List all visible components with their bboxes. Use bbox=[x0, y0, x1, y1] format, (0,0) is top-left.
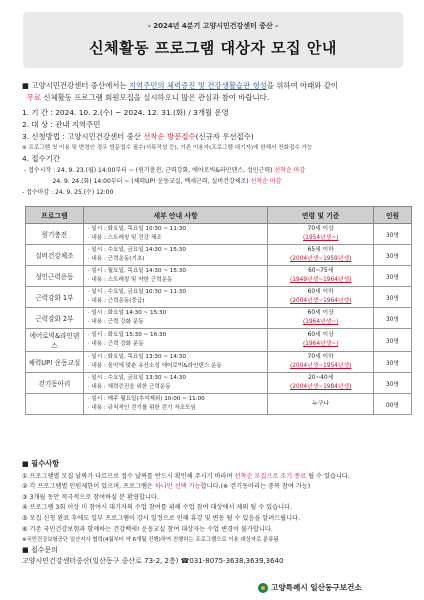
detail-content: · 내용 : 스트레칭 및 약한 근력운동 bbox=[87, 277, 173, 283]
note-1-end: 될 수 있습니다. bbox=[306, 472, 350, 480]
age-cell bbox=[268, 245, 374, 266]
program-cell: 에어로빅&라인댄스 bbox=[26, 329, 84, 352]
table-row bbox=[26, 287, 412, 308]
capacity-cell: 30명 bbox=[374, 266, 412, 287]
age-limit: 60~75세 bbox=[308, 268, 334, 274]
age-limit: 60세 이상 bbox=[307, 310, 334, 316]
table-row bbox=[26, 329, 412, 352]
detail-schedule: · 일시 : 매주 월요일(추석제외) 10:00 ~ 11:00 bbox=[87, 396, 205, 402]
age-limit: 60세 이하 bbox=[307, 289, 334, 295]
notes-heading: ■ 필수사항 bbox=[22, 459, 60, 468]
birth-year-range: (1949년생~1964년생) bbox=[290, 277, 352, 283]
program-cell: 근력강화 1부 bbox=[26, 287, 84, 308]
contact-section bbox=[22, 545, 283, 567]
birth-year-range: (1964년생~) bbox=[303, 319, 339, 325]
age-cell bbox=[268, 394, 374, 415]
age-cell bbox=[268, 329, 374, 352]
birth-year-range: (1954년생~) bbox=[303, 235, 339, 241]
age-limit: 20~40세 bbox=[308, 375, 334, 381]
intro-text-end: 을 위하여 아래와 같이 bbox=[266, 81, 339, 90]
reception-heading: 4. 접수기간 bbox=[22, 154, 60, 163]
info-section bbox=[22, 107, 412, 198]
reg-line-2 bbox=[22, 176, 412, 187]
detail-cell bbox=[83, 308, 267, 329]
header-age: 연령 및 기준 bbox=[268, 207, 374, 224]
detail-cell bbox=[83, 352, 267, 373]
capacity-cell: 30명 bbox=[374, 287, 412, 308]
header-program: 프로그램 bbox=[26, 207, 84, 224]
reg-line-1-deadline: 선착순 마감 bbox=[272, 167, 306, 174]
method bbox=[22, 131, 412, 143]
detail-content: · 내용 : 근력 강화 운동 bbox=[87, 319, 144, 325]
capacity-cell: 30명 bbox=[374, 224, 412, 245]
method-end: (신규자 우선접수) bbox=[195, 132, 254, 141]
age-limit: 60세 이상 bbox=[307, 332, 334, 338]
detail-schedule: · 일시 : 화요일 15:30 ~ 16:30 bbox=[87, 332, 167, 338]
contact-info: 고양시민건강센터중산(일산동구 중산로 73-2, 2층) ☎031-8075-3638,3639,3640 bbox=[22, 557, 284, 565]
note-3: ③ 3개월 동안 적극적으로 참여하실 분 환영합니다. bbox=[22, 493, 159, 501]
detail-content: · 내용 : 근력 강화 운동 bbox=[87, 341, 144, 347]
detail-schedule: · 일시 : 수요일, 금요일 13:30 ~ 14:30 bbox=[87, 375, 186, 381]
table-row bbox=[26, 352, 412, 373]
period: 1. 기 간 : 2024. 10. 2.(수) ~ 2024. 12. 31.(화) / 3개월 운영 bbox=[22, 108, 229, 117]
program-cell: 걷기동아리 bbox=[26, 373, 84, 394]
age-limit: 누구나 bbox=[312, 400, 330, 407]
note-5: ⑤ 모집 신청 완료 후에도 일부 프로그램이 강사 일정으로 인해 휴강 및 변동 될 수 있음을 알려드립니다. bbox=[22, 514, 301, 522]
detail-cell bbox=[83, 329, 267, 352]
method-label: 3. 신청방법 : 고양시민건강센터 중산 bbox=[22, 132, 144, 141]
page-title: 신체활동 프로그램 대상자 모집 안내 bbox=[89, 39, 337, 57]
birth-year-range: (2004년생~1959년생) bbox=[290, 256, 352, 262]
age-cell bbox=[268, 352, 374, 373]
capacity-cell: 30명 bbox=[374, 373, 412, 394]
detail-content: · 내용 : 근력운동(중급) bbox=[87, 298, 145, 304]
age-cell bbox=[268, 266, 374, 287]
intro-highlight: 지역주민의 체력증진 및 건강생활습관 형성 bbox=[128, 81, 267, 90]
detail-cell bbox=[83, 266, 267, 287]
reg-end: - 접수마감 : 24. 9. 25.(수) 12:00 bbox=[22, 189, 114, 196]
note-2-text: ② 각 프로그램별 인원제한이 있으며, 프로그램은 bbox=[22, 483, 155, 491]
detail-cell bbox=[83, 373, 267, 394]
detail-cell bbox=[83, 287, 267, 308]
age-cell bbox=[268, 287, 374, 308]
detail-schedule: · 일시 : 화요일 14:30 ~ 15:30 bbox=[87, 310, 167, 316]
reg-line-2-deadline: 선착순 마감 bbox=[248, 178, 282, 185]
intro-text: ■ 고양시민건강센터 중산에서는 bbox=[22, 81, 129, 90]
age-limit: 70세 이하 bbox=[307, 354, 334, 360]
detail-content: · 내용 : 스트레칭 및 건강 체조 bbox=[87, 235, 162, 241]
table-row bbox=[26, 245, 412, 266]
method-note: ※ 프로그램 첫 이용 및 변경인 경우 방문접수 필수(서류작성 등), 기존 이용자(프로그램 대기자)에 한해서 전화접수 가능 bbox=[22, 145, 313, 151]
reg-line-1-text: 24. 9. 23.(월) 14:00부터 ~ (원기충전, 근력강화, 에어로빅&라인댄스, 성인근력) bbox=[57, 167, 273, 174]
organization-name: 고양특례시 일산동구보건소 bbox=[271, 583, 362, 592]
program-cell: 근력강화 2부 bbox=[26, 308, 84, 329]
capacity-cell: 30명 bbox=[374, 329, 412, 352]
detail-content: · 내용 : 음악에 맞춘 유산소성 에어로빅&라인댄스 운동 bbox=[87, 363, 222, 369]
age-limit: 70세 이상 bbox=[307, 226, 334, 232]
note-2-highlight: 하나만 선택 가능 bbox=[154, 483, 201, 491]
table-row bbox=[26, 308, 412, 329]
note-6: ⑥ 기존 국민건강보험과 함께하는 건강백세! 운동교실 참여 대상자는 수업 변경이 불가합니다. bbox=[22, 525, 273, 533]
method-highlight: 선착순 방문접수 bbox=[143, 132, 196, 141]
free-label: 무료 bbox=[26, 93, 41, 102]
capacity-cell: 30명 bbox=[374, 352, 412, 373]
organization bbox=[258, 582, 362, 593]
program-cell: 실버건강체조 bbox=[26, 245, 84, 266]
contact-heading: ■ 접수문의 bbox=[22, 546, 58, 554]
banner-subtitle: - 2024년 4분기 고양시민건강센터 중산 - bbox=[147, 22, 279, 30]
table-header bbox=[26, 207, 412, 224]
reg-line-1 bbox=[22, 165, 412, 176]
reg-line-2-text: 24. 9. 24.(화) 14:00부터 ~ (체력UP! 운동교실, 백세근력, 실버건강체조) bbox=[52, 178, 249, 185]
age-cell bbox=[268, 308, 374, 329]
detail-content: · 내용 : 체력증진을 위한 근력운동 bbox=[87, 384, 171, 390]
program-cell: 체력UP! 운동교실 bbox=[26, 352, 84, 373]
capacity-cell: 00명 bbox=[374, 394, 412, 415]
notes-section bbox=[22, 459, 412, 546]
detail-content: · 내용 : 규칙적인 걷기를 위한 걷기 자조모임 bbox=[87, 405, 196, 411]
detail-schedule: · 일시 : 수요일, 금요일 10:30 ~ 11:30 bbox=[87, 289, 186, 295]
detail-cell bbox=[83, 394, 267, 415]
detail-schedule: · 일시 : 월요일, 목요일 14:30 ~ 15:30 bbox=[87, 268, 186, 274]
birth-year-range: (2004년생~1954년생) bbox=[290, 363, 352, 369]
city-logo-icon bbox=[258, 583, 268, 593]
detail-schedule: · 일시 : 화요일, 목요일 10:30 ~ 11:30 bbox=[87, 226, 186, 232]
intro-text-2: 신체활동 프로그램 회원모집을 실시하오니 많은 관심과 참여 바랍니다. bbox=[40, 93, 270, 102]
note-1 bbox=[22, 472, 412, 483]
age-limit: 65세 이하 bbox=[307, 247, 334, 253]
table-row bbox=[26, 373, 412, 394]
header-capacity: 인원 bbox=[374, 207, 412, 224]
note-1-highlight: 선착순 모집으로 조기 종료 bbox=[234, 472, 307, 480]
detail-schedule: · 일시 : 수요일, 금요일 14:30 ~ 15:30 bbox=[87, 247, 186, 253]
birth-year-range: (1964년생~) bbox=[303, 341, 339, 347]
note-6-sub: ※국민건강보험공단 일산지사 협력(4월부터 약 6개월 진행)하여 진행하는 프로그램으로 이용 대상자로 분류됨 bbox=[22, 537, 279, 544]
birth-year-range: (2004년생~1964년생) bbox=[290, 298, 352, 304]
birth-year-range: (2004년생~1984년생) bbox=[290, 384, 352, 390]
header-detail: 세부 안내 사항 bbox=[83, 207, 267, 224]
capacity-cell: 30명 bbox=[374, 245, 412, 266]
note-1-text: ① 프로그램별 모집 날짜가 다르므로 접수 날짜를 반드시 확인해 주시기 바라며 bbox=[22, 472, 235, 480]
program-cell: 원기충전 bbox=[26, 224, 84, 245]
detail-content: · 내용 : 근력운동(기초) bbox=[87, 256, 145, 262]
program-table bbox=[25, 206, 412, 415]
program-cell bbox=[26, 394, 84, 415]
detail-cell bbox=[83, 245, 267, 266]
note-2-end: 합니다.(※ 걷기동아리는 중복 참여 가능) bbox=[200, 483, 311, 491]
detail-cell bbox=[83, 224, 267, 245]
target: 2. 대 상 : 관내 지역주민 bbox=[22, 120, 101, 129]
intro-paragraph bbox=[22, 80, 406, 104]
reg-label: - 접수시작 : bbox=[23, 167, 58, 174]
age-cell bbox=[268, 373, 374, 394]
detail-schedule: · 일시 : 화요일, 목요일 13:30 ~ 14:30 bbox=[87, 354, 186, 360]
note-4: ④ 프로그램 3회 이상 미 참여시 대기자의 수업 참여를 위해 수업 참여 대상에서 제외 될 수 있습니다. bbox=[22, 504, 293, 512]
capacity-cell: 30명 bbox=[374, 308, 412, 329]
table-row bbox=[26, 394, 412, 415]
program-cell: 성인근력운동 bbox=[26, 266, 84, 287]
title-banner bbox=[23, 12, 403, 68]
age-cell bbox=[268, 224, 374, 245]
note-2 bbox=[22, 482, 412, 493]
table-row bbox=[26, 266, 412, 287]
table-row bbox=[26, 224, 412, 245]
